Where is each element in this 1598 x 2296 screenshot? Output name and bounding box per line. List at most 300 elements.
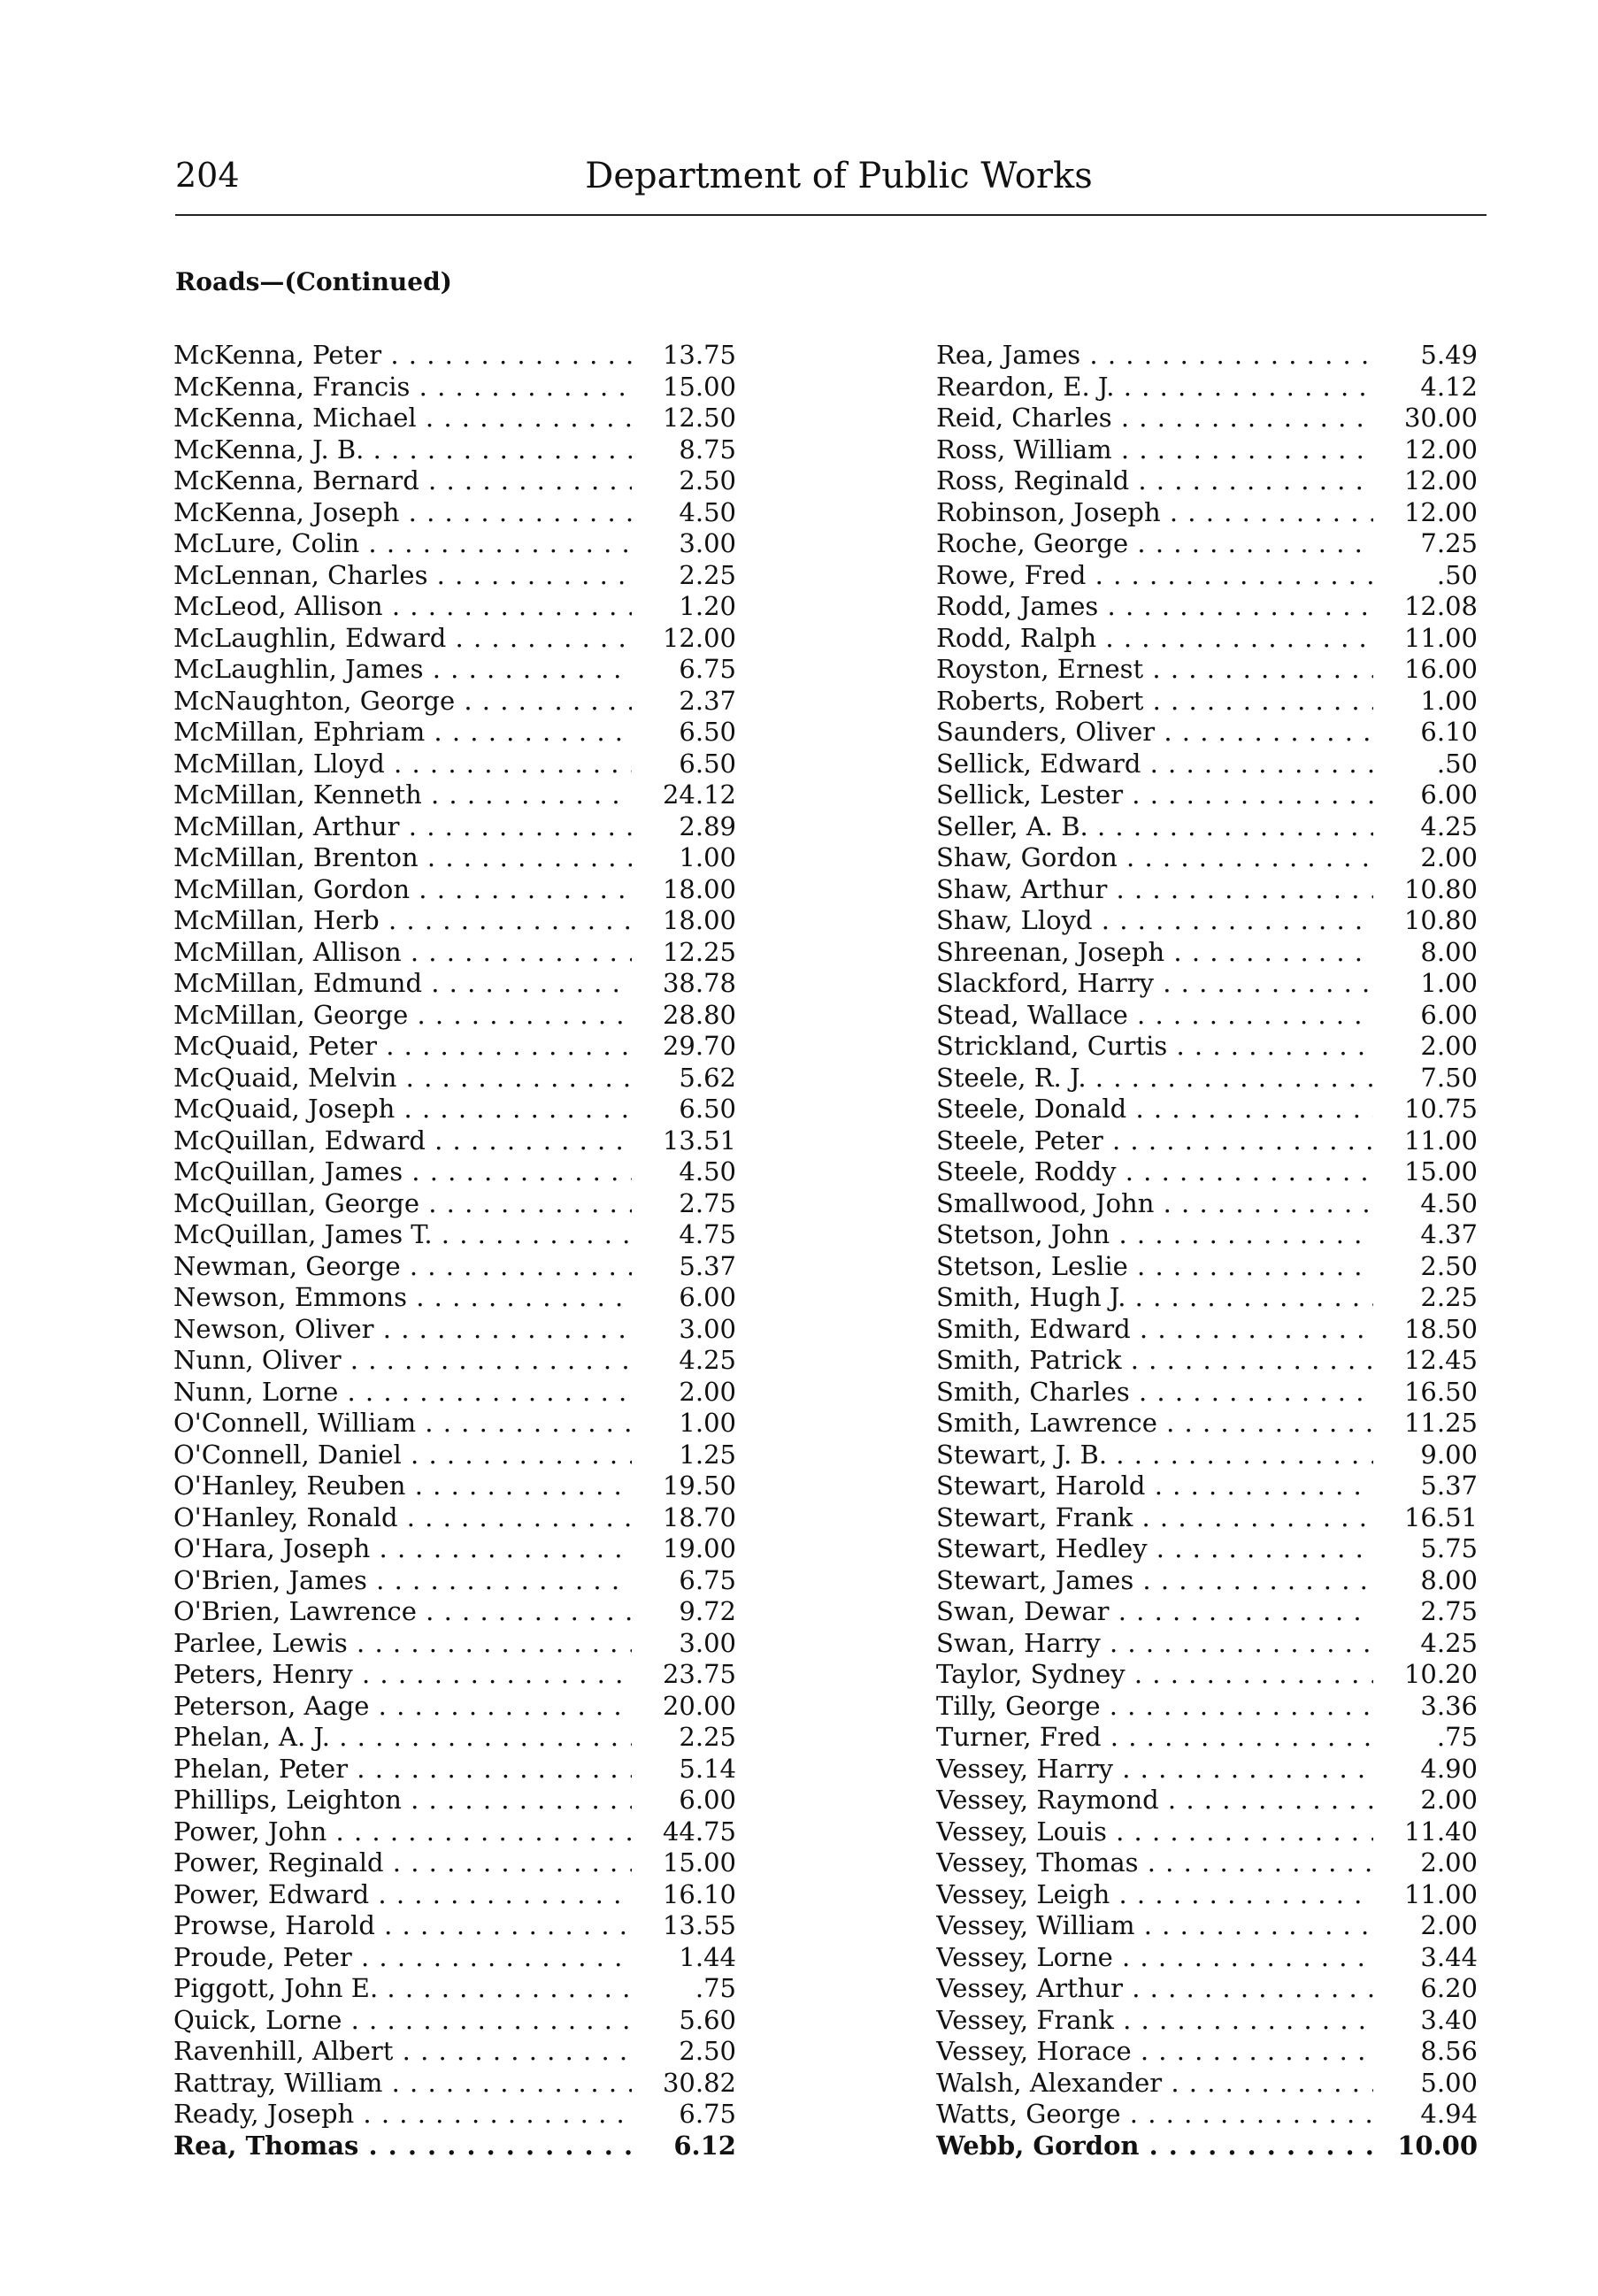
payee-name: Vessey, Thomas . . . [936,1847,1373,1877]
list-item [936,560,1478,592]
payment-amount: 11.40 [1403,1816,1478,1847]
list-item [173,842,736,874]
list-item [936,465,1478,497]
payment-amount: 2.00 [1420,1910,1478,1940]
list-item [936,686,1478,718]
payee-name: Steele, Roddy . . . [936,1156,1373,1186]
list-item [173,1219,736,1251]
payee-name: Swan, Dewar . . . [936,1596,1373,1626]
payee-name: O'Brien, Lawrence . . . [173,1596,632,1626]
list-item [173,591,736,623]
list-item [173,560,736,592]
payee-name: Power, Reginald . . . [173,1847,632,1877]
list-item [173,1973,736,2005]
payee-name: McNaughton, George . . . [173,686,632,716]
payee-name: Vessey, Arthur . . . [936,1973,1373,2003]
payee-name: Vessey, Frank . . . [936,2005,1373,2035]
payee-name: Phelan, Peter . . . [173,1754,632,1784]
payee-name: Webb, Gordon . . . [936,2131,1373,2161]
payment-amount: 2.00 [1420,1031,1478,1061]
payee-name: McMillan, Lloyd . . . [173,749,632,779]
list-item [936,1156,1478,1188]
payee-name: Smith, Edward . . . [936,1314,1373,1344]
payment-amount: 2.25 [679,1722,736,1752]
list-item [173,2131,736,2162]
payee-name: McKenna, J. B. . . . [173,434,632,465]
list-item [936,1282,1478,1314]
payment-amount: 12.08 [1403,591,1478,621]
payee-name: McMillan, Ephriam . . . [173,717,632,747]
list-item [936,1000,1478,1032]
list-item [173,1628,736,1660]
list-item [936,1188,1478,1220]
payee-name: McQuaid, Peter . . . [173,1031,632,1061]
payment-amount: 8.56 [1420,2036,1478,2066]
list-item [173,1440,736,1471]
payment-amount: 9.72 [679,1596,736,1626]
list-item [173,1754,736,1785]
payee-name: Robinson, Joseph . . . [936,497,1373,527]
list-item [936,1094,1478,1125]
list-item [936,1785,1478,1816]
list-item [936,1219,1478,1251]
list-item [173,1188,736,1220]
list-item [173,434,736,466]
payee-name: Steele, Donald . . . [936,1094,1373,1124]
list-item [936,1596,1478,1628]
payee-name: Piggott, John E. . . . [173,1973,632,2003]
payment-amount: 4.50 [1420,1187,1478,1218]
payment-amount: 6.00 [679,1785,736,1815]
list-item [173,1156,736,1188]
payment-amount: 6.00 [679,1282,736,1312]
payment-amount: 5.60 [679,2004,736,2035]
payee-name: O'Hanley, Reuben . . . [173,1471,632,1501]
list-item [936,1440,1478,1471]
list-item [936,1879,1478,1911]
payee-name: McMillan, Herb . . . [173,905,632,935]
payment-amount: 15.00 [1403,1156,1478,1186]
payment-amount: 18.50 [1403,1313,1478,1344]
list-item [173,1314,736,1346]
payment-amount: 4.25 [679,1345,736,1375]
payee-name: McQuillan, Edward . . . [173,1125,632,1156]
payment-amount: 1.25 [679,1439,736,1470]
payee-name: McQuillan, James T. . . . [173,1219,632,1249]
payee-name: McMillan, Kenneth . . . [173,779,632,810]
list-item [173,968,736,1000]
payee-name: Sellick, Lester . . . [936,779,1373,810]
payment-amount: 6.75 [679,654,736,684]
payee-name: McQuillan, James . . . [173,1156,632,1186]
list-item [173,1000,736,1032]
payee-name: Quick, Lorne . . . [173,2005,632,2035]
payment-amount: 18.70 [662,1501,736,1532]
payee-name: Stewart, James . . . [936,1565,1373,1595]
list-item [936,1910,1478,1942]
payment-amount: 1.44 [679,1941,736,1972]
payee-name: Rodd, James . . . [936,591,1373,621]
list-item [936,1628,1478,1660]
payment-amount: 3.40 [1420,2004,1478,2035]
list-item [173,1879,736,1911]
payee-name: Sellick, Edward . . . [936,749,1373,779]
list-item [936,497,1478,529]
running-title: Department of Public Works [585,156,1093,196]
payee-name: Swan, Harry . . . [936,1628,1373,1658]
list-item [936,1471,1478,1502]
payee-name: Smallwood, John . . . [936,1188,1373,1218]
payment-amount: 6.20 [1420,1973,1478,2003]
payee-name: O'Hanley, Ronald . . . [173,1502,632,1532]
payee-name: Rodd, Ralph . . . [936,623,1373,653]
payee-name: Newman, George . . . [173,1251,632,1281]
payee-name: Smith, Lawrence . . . [936,1408,1373,1438]
payee-name: McMillan, Gordon . . . [173,874,632,904]
payee-name: Tilly, George . . . [936,1691,1373,1721]
list-item [173,874,736,906]
list-item [936,2068,1478,2100]
list-item [936,779,1478,811]
payee-name: Phelan, A. J. . . . [173,1722,632,1752]
payment-amount: 11.00 [1403,622,1478,653]
payment-amount: 2.00 [1420,1785,1478,1815]
list-item [173,528,736,560]
payment-amount: 19.50 [662,1471,736,1501]
list-item [936,1847,1478,1879]
payment-amount: 8.00 [1420,1564,1478,1595]
payment-amount: 13.55 [662,1910,736,1940]
payee-name: Strickland, Curtis . . . [936,1031,1373,1061]
list-item [173,1345,736,1377]
list-item [936,591,1478,623]
payee-name: Rea, Thomas . . . [173,2131,632,2161]
list-item [936,968,1478,1000]
list-item [173,2036,736,2068]
payee-name: Nunn, Lorne . . . [173,1377,632,1407]
payment-amount: 1.00 [1420,685,1478,716]
payment-amount: 29.70 [662,1031,736,1061]
payee-name: McKenna, Francis . . . [173,372,632,402]
payee-name: Roberts, Robert . . . [936,686,1373,716]
list-item [173,1125,736,1157]
payment-amount: 15.00 [662,371,736,402]
payee-name: McLeod, Allison . . . [173,591,632,621]
payment-amount: 44.75 [662,1816,736,1847]
payee-name: McMillan, Allison . . . [173,937,632,967]
list-item [173,403,736,434]
payee-name: McMillan, Arthur . . . [173,811,632,841]
payee-name: Walsh, Alexander . . . [936,2068,1373,2098]
payment-amount: 2.50 [1420,1250,1478,1281]
payment-amount: 4.75 [679,1219,736,1249]
list-item [936,1314,1478,1346]
payee-name: Vessey, Horace . . . [936,2036,1373,2066]
list-item [936,403,1478,434]
payee-name: Ravenhill, Albert . . . [173,2036,632,2066]
payment-amount: 12.00 [1403,465,1478,495]
list-item [936,2131,1478,2162]
list-item [173,686,736,718]
list-item [173,372,736,403]
list-item [936,937,1478,969]
payment-amount: 2.00 [1420,1847,1478,1877]
list-item [936,905,1478,937]
list-item [936,1565,1478,1597]
payment-amount: 1.20 [679,591,736,621]
list-item [936,1031,1478,1063]
list-item [936,1659,1478,1691]
payment-amount: 2.89 [679,810,736,841]
payee-name: McLaughlin, James . . . [173,654,632,684]
payment-amount: 1.00 [679,842,736,872]
payment-amount: 6.00 [1420,779,1478,810]
payment-amount: 18.00 [662,873,736,904]
list-item [173,1722,736,1754]
list-item [173,654,736,686]
payee-name: McMillan, Brenton . . . [173,842,632,872]
payee-name: Shaw, Arthur . . . [936,874,1373,904]
list-item [936,1251,1478,1283]
list-item [173,623,736,655]
payment-amount: 5.62 [679,1062,736,1093]
list-item [936,2099,1478,2131]
payment-amount: 10.80 [1403,873,1478,904]
payee-name: McLaughlin, Edward . . . [173,623,632,653]
payment-amount: 7.25 [1420,528,1478,558]
payment-amount: 4.94 [1420,2099,1478,2129]
right-column [936,340,1478,2162]
payee-name: O'Connell, William . . . [173,1408,632,1438]
payment-amount: 10.75 [1403,1094,1478,1124]
payment-amount: 2.75 [679,1187,736,1218]
list-item [173,2099,736,2131]
payment-amount: 24.12 [662,779,736,810]
list-item [936,2036,1478,2068]
payee-name: Proude, Peter . . . [173,1942,632,1972]
payment-amount: 2.50 [679,2036,736,2066]
payee-name: Parlee, Lewis . . . [173,1628,632,1658]
list-item [936,811,1478,843]
payment-amount: 4.90 [1420,1753,1478,1784]
list-item [173,1094,736,1125]
payment-amount: 4.50 [679,1156,736,1186]
payment-amount: 8.75 [679,434,736,465]
payment-amount: 16.00 [1403,654,1478,684]
payment-amount: 6.00 [1420,999,1478,1030]
payment-amount: 1.00 [679,1408,736,1438]
payment-amount: .75 [1436,1722,1478,1752]
list-item [936,1408,1478,1440]
payee-name: Reid, Charles . . . [936,403,1373,433]
payee-name: Smith, Charles . . . [936,1377,1373,1407]
payment-amount: 4.25 [1420,810,1478,841]
payment-amount: 10.80 [1403,905,1478,935]
payee-name: Newson, Emmons . . . [173,1282,632,1312]
payment-amount: 11.00 [1403,1125,1478,1156]
payee-name: O'Hara, Joseph . . . [173,1533,632,1563]
payment-amount: 12.00 [1403,434,1478,465]
payment-amount: 4.37 [1420,1219,1478,1249]
list-item [936,1125,1478,1157]
list-item [173,1031,736,1063]
payee-name: Smith, Patrick . . . [936,1345,1373,1375]
payment-amount: 3.00 [679,528,736,558]
list-item [936,1942,1478,1974]
list-item [173,497,736,529]
list-item [936,874,1478,906]
list-item [173,340,736,372]
list-item [173,1785,736,1816]
payee-name: Vessey, Leigh . . . [936,1879,1373,1909]
payee-name: Watts, George . . . [936,2099,1373,2129]
payment-amount: 5.00 [1420,2067,1478,2098]
payee-name: Roche, George . . . [936,528,1373,558]
list-item [936,1502,1478,1534]
payment-amount: 23.75 [662,1659,736,1689]
list-item [173,1847,736,1879]
list-item [173,2005,736,2037]
payee-name: Turner, Fred . . . [936,1722,1373,1752]
payment-amount: 28.80 [662,999,736,1030]
payment-amount: 16.50 [1403,1376,1478,1407]
payee-name: Taylor, Sydney . . . [936,1659,1373,1689]
payee-name: Ready, Joseph . . . [173,2099,632,2129]
list-item [173,1816,736,1848]
list-item [173,1063,736,1094]
payee-name: Stetson, John . . . [936,1219,1373,1249]
payee-name: Peters, Henry . . . [173,1659,632,1689]
payment-amount: 38.78 [662,968,736,998]
payment-amount: 6.75 [679,1564,736,1595]
payee-name: Shaw, Gordon . . . [936,842,1373,872]
payee-name: Power, Edward . . . [173,1879,632,1909]
payment-amount: 5.75 [1420,1533,1478,1563]
list-item [936,1063,1478,1094]
payee-name: Nunn, Oliver . . . [173,1345,632,1375]
payment-amount: 2.75 [1420,1596,1478,1626]
payment-amount: 16.10 [662,1878,736,1909]
payment-amount: 12.45 [1403,1345,1478,1375]
payee-name: McKenna, Michael . . . [173,403,632,433]
payment-amount: 11.25 [1403,1408,1478,1438]
list-item [173,1942,736,1974]
list-item [173,1565,736,1597]
payee-name: Prowse, Harold . . . [173,1910,632,1940]
payee-name: Slackford, Harry . . . [936,968,1373,998]
payment-amount: 12.25 [662,936,736,967]
payee-name: Vessey, Raymond . . . [936,1785,1373,1815]
payment-amount: 19.00 [662,1533,736,1563]
list-item [173,1377,736,1409]
list-item [936,340,1478,372]
list-item [936,623,1478,655]
payee-name: Shaw, Lloyd . . . [936,905,1373,935]
payee-name: Ross, William . . . [936,434,1373,465]
payee-name: O'Brien, James . . . [173,1565,632,1595]
payment-amount: 6.75 [679,2099,736,2129]
payee-name: O'Connell, Daniel . . . [173,1440,632,1470]
payment-amount: 11.00 [1403,1878,1478,1909]
payment-amount: 2.37 [679,685,736,716]
list-item [173,1408,736,1440]
payee-name: McMillan, Edmund . . . [173,968,632,998]
payee-name: Stewart, Frank . . . [936,1502,1373,1532]
section-heading: Roads—(Continued) [175,267,452,296]
payee-name: McQuaid, Melvin . . . [173,1063,632,1093]
payment-amount: 2.00 [1420,842,1478,872]
payment-amount: 5.37 [679,1250,736,1281]
list-item [173,717,736,749]
payment-amount: 16.51 [1403,1501,1478,1532]
payment-amount: 10.20 [1403,1659,1478,1689]
payment-amount: 12.00 [1403,496,1478,527]
list-item [936,1816,1478,1848]
payee-name: Vessey, Harry . . . [936,1754,1373,1784]
page-number: 204 [175,156,240,195]
payee-name: Stewart, Harold . . . [936,1471,1373,1501]
payee-name: Royston, Ernest . . . [936,654,1373,684]
list-item [173,905,736,937]
payee-name: Rattray, William . . . [173,2068,632,2098]
payee-name: McKenna, Joseph . . . [173,497,632,527]
payee-name: McMillan, George . . . [173,1000,632,1030]
payment-amount: .50 [1436,748,1478,779]
list-item [173,1502,736,1534]
payment-amount: 5.37 [1420,1471,1478,1501]
payee-name: Rea, James . . . [936,340,1373,370]
payee-name: Phillips, Leighton . . . [173,1785,632,1815]
list-item [173,2068,736,2100]
payment-amount: 6.50 [679,748,736,779]
payee-name: McLure, Colin . . . [173,528,632,558]
payment-amount: 6.50 [679,1094,736,1124]
payee-name: Stewart, Hedley . . . [936,1533,1373,1563]
left-column [173,340,736,2162]
list-item [936,1377,1478,1409]
list-item [173,811,736,843]
payment-amount: 8.00 [1420,936,1478,967]
payee-name: Rowe, Fred . . . [936,560,1373,590]
payee-name: Stetson, Leslie . . . [936,1251,1373,1281]
payment-amount: 3.00 [679,1313,736,1344]
list-item [936,1754,1478,1785]
header-rule [175,214,1487,216]
payment-amount: 6.12 [673,2130,736,2161]
payment-amount: 6.10 [1420,717,1478,747]
payee-name: McKenna, Peter . . . [173,340,632,370]
payee-name: McQuillan, George . . . [173,1188,632,1218]
payee-name: Power, John . . . [173,1816,632,1847]
list-item [936,2005,1478,2037]
payment-amount: 12.50 [662,403,736,433]
list-item [173,937,736,969]
payment-amount: 30.00 [1403,403,1478,433]
list-item [173,465,736,497]
payment-amount: 6.50 [679,717,736,747]
payee-name: Seller, A. B. . . . [936,811,1373,841]
payee-name: Newson, Oliver . . . [173,1314,632,1344]
payment-amount: 18.00 [662,905,736,935]
payment-amount: 5.49 [1420,340,1478,370]
list-item [173,1282,736,1314]
payee-name: Stewart, J. B. . . . [936,1440,1373,1470]
payee-name: Vessey, William . . . [936,1910,1373,1940]
payment-amount: 12.00 [662,622,736,653]
payment-amount: 5.14 [679,1753,736,1784]
payment-amount: 2.25 [679,559,736,590]
payment-amount: 3.44 [1420,1941,1478,1972]
